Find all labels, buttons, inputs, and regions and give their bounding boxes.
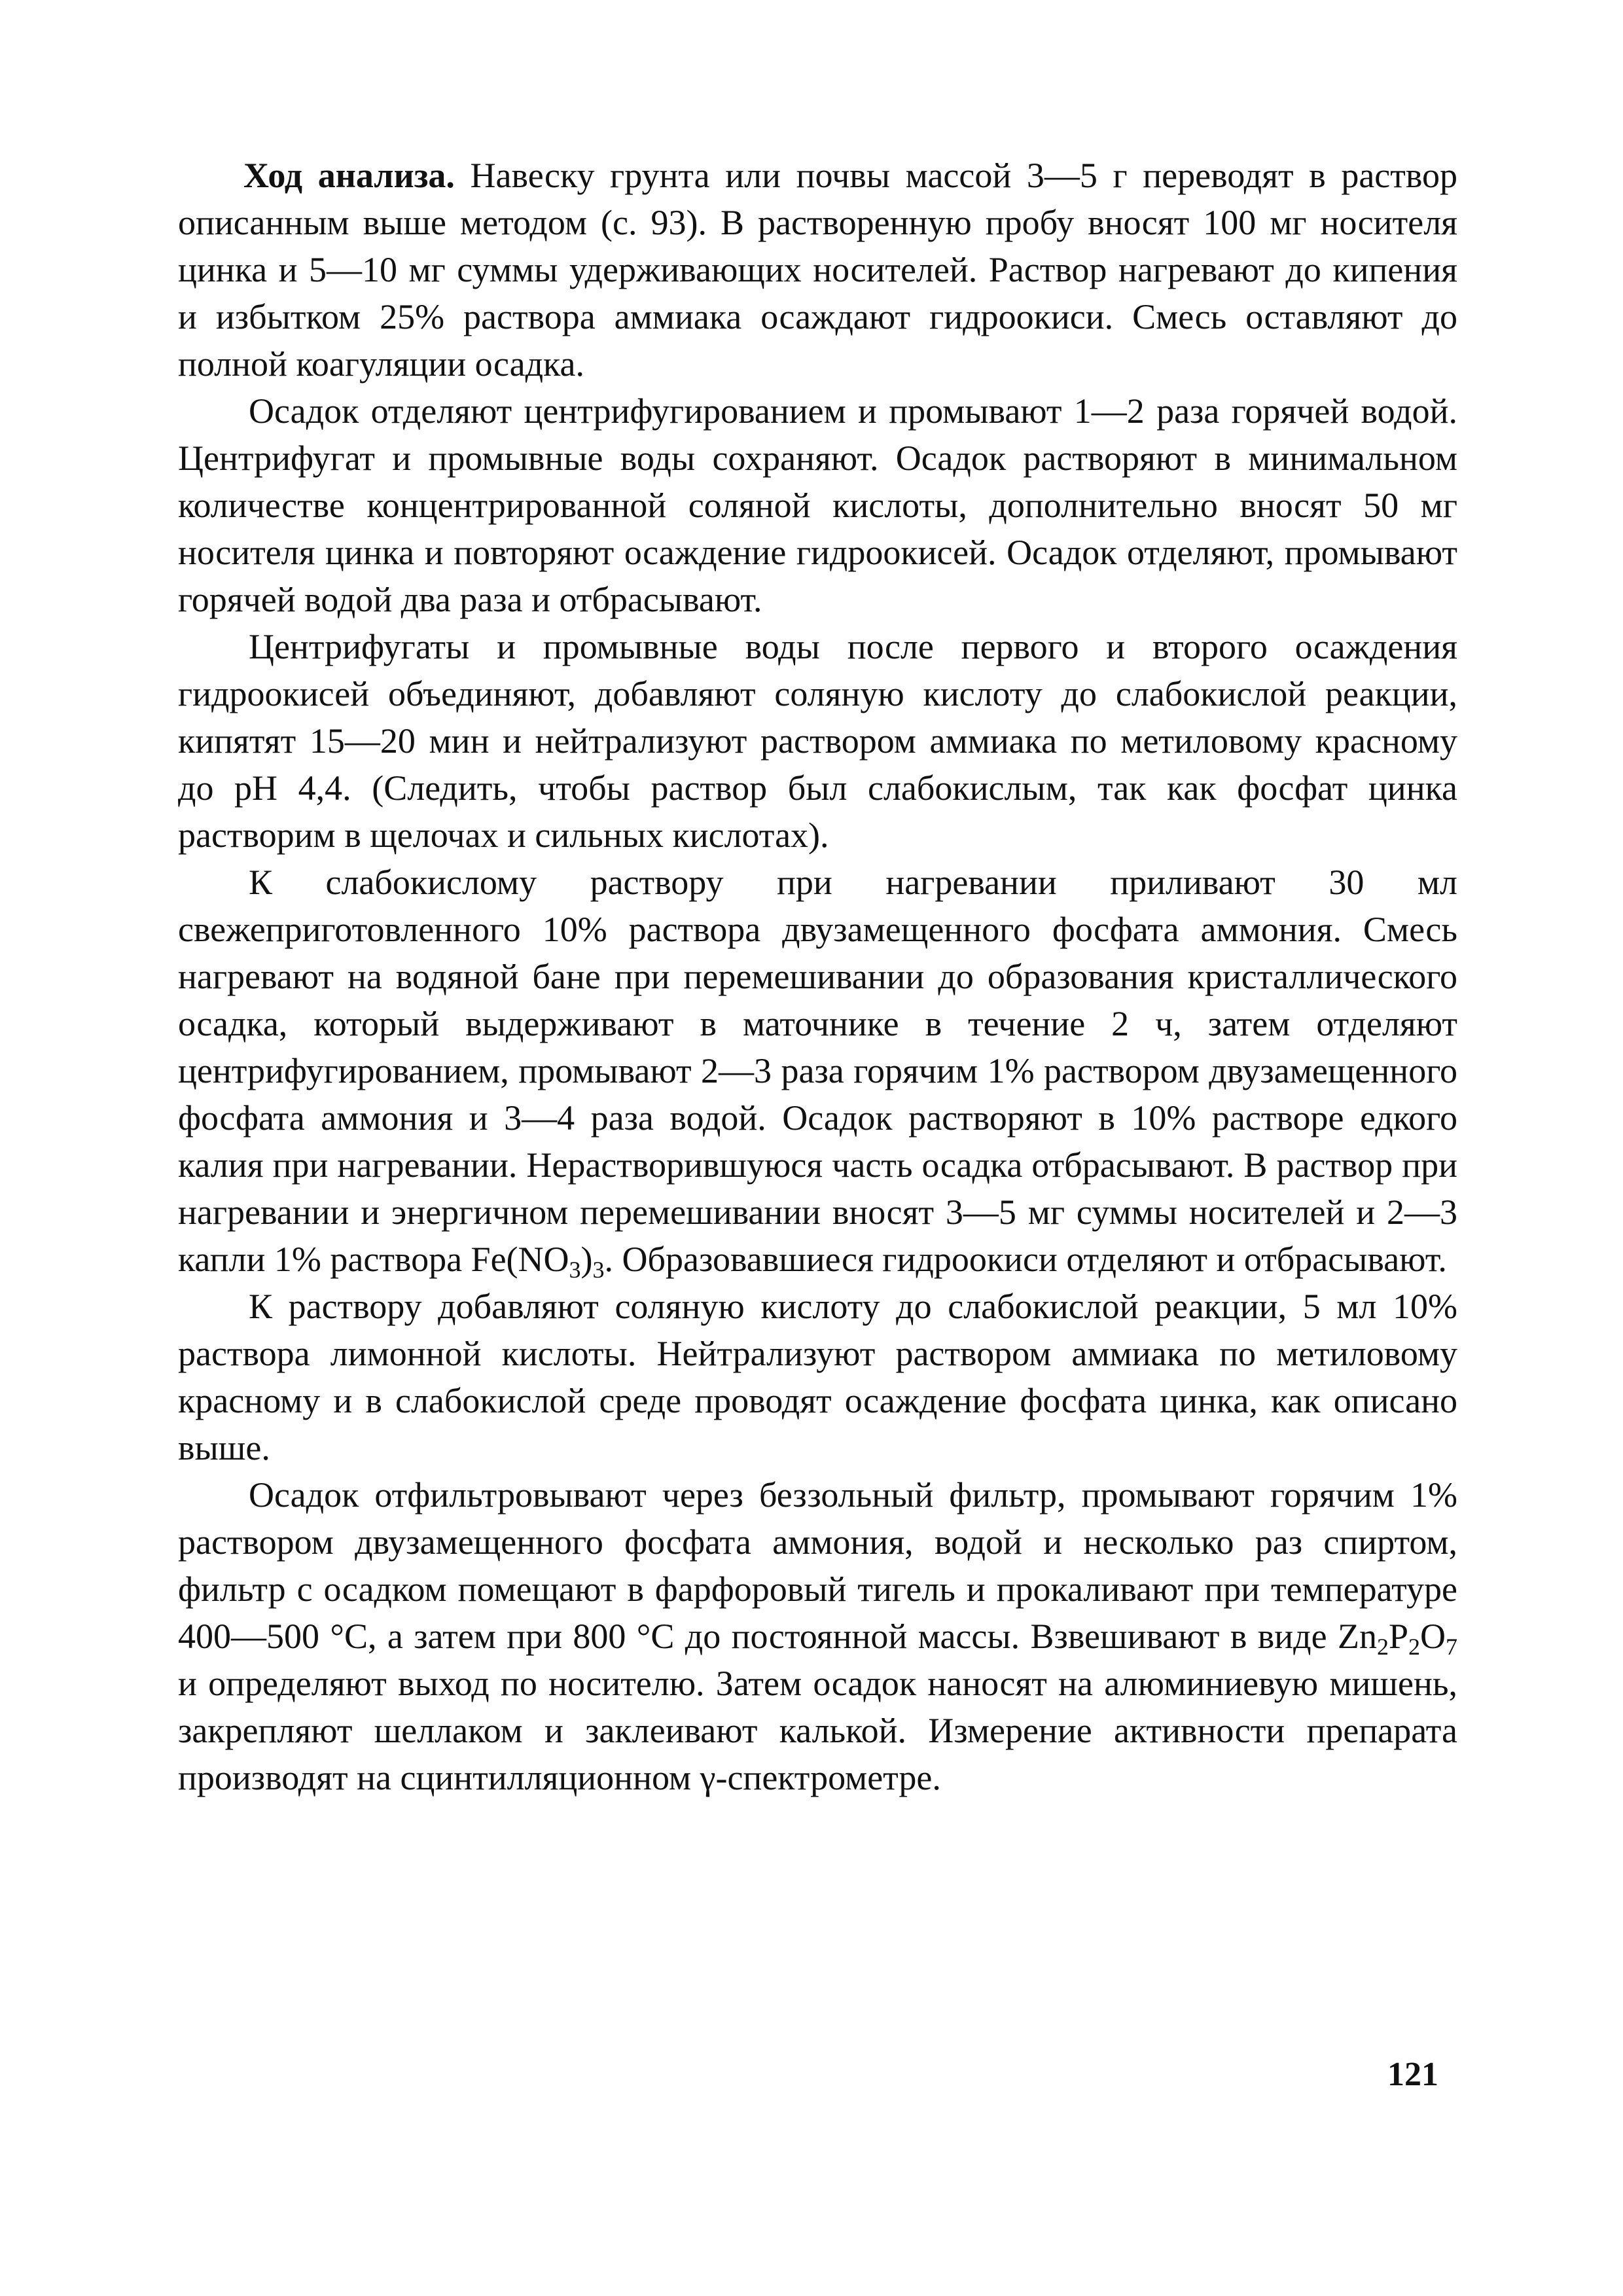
paragraph-precipitate-separation: [178, 387, 1457, 623]
paragraph-filtration-weighing: [178, 1471, 1457, 1801]
paragraph-text: Осадок отделяют центрифугированием и промывают 1—2 раза горячей водой. Центрифугат и промывные воды сохраняют. Осадок растворяют в минимальном количестве концентрированной соляной кислоты, дополнительно вносят 50 мг носителя цинка и повторяют осаждение гидроокисей. Осадок отделяют, промывают горячей водой два раза и отбрасывают.: [178, 391, 1457, 619]
paragraph-phosphate-precipitation: [178, 859, 1457, 1283]
document-page: [178, 152, 1457, 2181]
paragraph-analysis-procedure: [178, 152, 1457, 387]
subscript: 2: [1376, 1634, 1389, 1660]
paragraph-text: К слабокислому раствору при нагревании приливают 30 мл свежеприготовленного 10% раствора двузамещенного фосфата аммония. Смесь нагревают на водяной бане при перемешивании до образования кристаллического осадка, который выдерживают в маточнике в течение 2 ч, затем отделяют центрифугированием, промывают 2—3 раза горячим 1% раствором двузамещенного фосфата аммония и 3—4 раза водой. Осадок растворяют в 10% растворе едкого калия при нагревании. Нерастворившуюся часть осадка отбрасывают. В раствор при нагревании и энергичном перемешивании вносят 3—5 мг суммы носителей и 2—3 капли 1% раствора Fe(NO: [178, 863, 1457, 1279]
paragraph-citric-acid: [178, 1283, 1457, 1471]
paragraph-text: P: [1388, 1617, 1408, 1656]
subscript: 2: [1408, 1634, 1420, 1660]
paragraph-text: Осадок отфильтровывают через беззольный фильтр, промывают горячим 1% раствором двузамещенного фосфата аммония, водой и несколько раз спиртом, фильтр с осадком помещают в фарфоровый тигель и прокаливают при температуре 400—500 °С, а затем при 800 °С до постоянной массы. Взвешивают в виде Zn: [178, 1475, 1457, 1656]
paragraph-text: O: [1420, 1617, 1446, 1656]
paragraph-centrifugates: [178, 623, 1457, 859]
paragraph-text: и определяют выход по носителю. Затем осадок наносят на алюминиевую мишень, закрепляют шеллаком и заклеивают калькой. Измерение активности препарата производят на сцинтилляционном γ-спектрометре.: [178, 1664, 1457, 1797]
section-heading: Ход анализа.: [243, 156, 455, 195]
paragraph-text: Навеску грунта или почвы массой 3—5 г переводят в раствор описанным выше методом (с. 93). В растворенную пробу вносят 100 мг носителя цинка и 5—10 мг суммы удерживающих носителей. Раствор нагревают до кипения и избытком 25% раствора аммиака осаждают гидроокиси. Смесь оставляют до полной коагуляции осадка.: [178, 156, 1457, 384]
paragraph-text: Центрифугаты и промывные воды после первого и второго осаждения гидроокисей объединяют, добавляют соляную кислоту до слабокислой реакции, кипятят 15—20 мин и нейтрализуют раствором аммиака по метиловому красному до pH 4,4. (Следить, чтобы раствор был слабокислым, так как фосфат цинка растворим в щелочах и сильных кислотах).: [178, 627, 1457, 855]
page-number: 121: [1387, 2056, 1438, 2093]
paragraph-text: . Образовавшиеся гидроокиси отделяют и отбрасывают.: [604, 1240, 1447, 1279]
subscript: 3: [592, 1257, 605, 1283]
paragraph-text: ): [580, 1240, 593, 1279]
paragraph-text: К раствору добавляют соляную кислоту до слабокислой реакции, 5 мл 10% раствора лимонной кислоты. Нейтрализуют раствором аммиака по метиловому красному и в слабокислой среде проводят осаждение фосфата цинка, как описано выше.: [178, 1287, 1457, 1467]
subscript: 3: [569, 1257, 581, 1283]
subscript: 7: [1446, 1634, 1457, 1660]
